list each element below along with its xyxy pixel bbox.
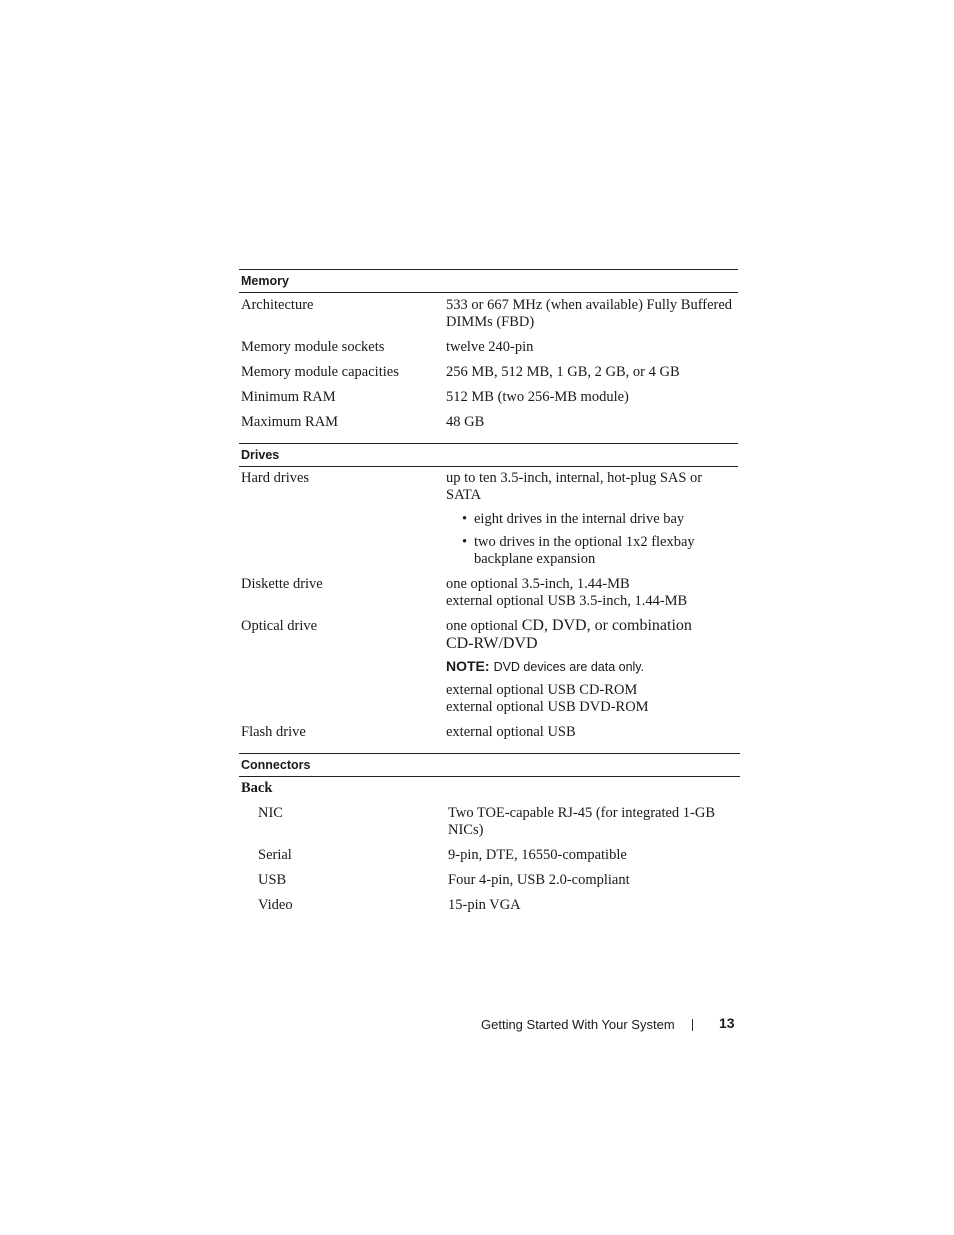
footer-title: Getting Started With Your System: [481, 1017, 675, 1032]
spec-label-architecture: Architecture: [241, 297, 314, 313]
spec-value-part: one optional: [446, 618, 522, 634]
spec-value-video: 15-pin VGA: [448, 897, 521, 913]
spec-value-line: external optional USB CD-ROM: [446, 682, 638, 698]
spec-value-line: NICs): [448, 822, 484, 838]
spec-value-line: DIMMs (FBD): [446, 314, 535, 330]
spec-label-nic: NIC: [258, 805, 283, 821]
spec-label-optical: Optical drive: [241, 618, 318, 634]
spec-value-line: external optional USB DVD-ROM: [446, 699, 649, 715]
bullet-text: [474, 534, 732, 568]
spec-value-line: Two TOE-capable RJ-45 (for integrated 1-GB: [448, 805, 716, 821]
spec-value-line: up to ten 3.5-inch, internal, hot-plug SAS or: [446, 470, 703, 486]
spec-label-diskette: Diskette drive: [241, 576, 323, 592]
note-label: NOTE:: [446, 658, 490, 674]
spec-value-capacities: 256 MB, 512 MB, 1 GB, 2 GB, or 4 GB: [446, 364, 680, 380]
spec-value-line: one optional 3.5-inch, 1.44-MB: [446, 576, 630, 592]
spec-label-flash: Flash drive: [241, 724, 306, 740]
connector-group-back: Back: [241, 780, 273, 796]
spec-value-line: SATA: [446, 487, 482, 503]
drives-section-header: [239, 443, 738, 467]
note-text: DVD devices are data only.: [493, 660, 645, 674]
page-number: 13: [719, 1015, 735, 1031]
bullet-text-line: two drives in the optional 1x2 flexbay: [474, 534, 695, 550]
spec-label-serial: Serial: [258, 847, 292, 863]
spec-value-optical: [446, 617, 738, 653]
bullet-dot-icon: •: [462, 534, 468, 550]
spec-value-serial: 9-pin, DTE, 16550-compatible: [448, 847, 627, 863]
spec-value-diskette: [446, 576, 738, 610]
spec-label-sockets: Memory module sockets: [241, 339, 385, 355]
spec-label-min-ram: Minimum RAM: [241, 389, 336, 405]
drives-title: Drives: [241, 448, 280, 462]
spec-label-usb: USB: [258, 872, 287, 888]
spec-value-hard-drives: [446, 470, 738, 504]
spec-value-architecture: [446, 297, 738, 331]
spec-value-min-ram: 512 MB (two 256-MB module): [446, 389, 629, 405]
memory-title: Memory: [241, 274, 289, 288]
spec-value-max-ram: 48 GB: [446, 414, 485, 430]
bullet-text: eight drives in the internal drive bay: [474, 511, 685, 527]
spec-value-part: CD, DVD, or combination: [521, 617, 692, 634]
spec-label-hard-drives: Hard drives: [241, 470, 310, 486]
bullet-item: [462, 534, 732, 568]
spec-value-flash: external optional USB: [446, 724, 576, 740]
spec-value-line: 533 or 667 MHz (when available) Fully Buffered: [446, 297, 733, 313]
spec-value-sockets: twelve 240-pin: [446, 339, 534, 355]
bullet-text-line: backplane expansion: [474, 551, 596, 567]
spec-value-line: CD-RW/DVD: [446, 635, 538, 652]
spec-value-line: external optional USB 3.5-inch, 1.44-MB: [446, 593, 688, 609]
spec-label-capacities: Memory module capacities: [241, 364, 399, 380]
connectors-section-header: [239, 753, 740, 777]
spec-value-nic: [448, 805, 740, 839]
spec-label-max-ram: Maximum RAM: [241, 414, 339, 430]
note-callout: [446, 658, 644, 676]
spec-label-video: Video: [258, 897, 293, 913]
memory-section-header: [239, 269, 738, 293]
bullet-dot-icon: •: [462, 511, 468, 527]
bullet-item: [462, 511, 732, 528]
spec-value-usb: Four 4-pin, USB 2.0-compliant: [448, 872, 630, 888]
connectors-title: Connectors: [241, 758, 311, 772]
footer-divider: [692, 1019, 693, 1031]
spec-value-optical-external: [446, 682, 738, 716]
